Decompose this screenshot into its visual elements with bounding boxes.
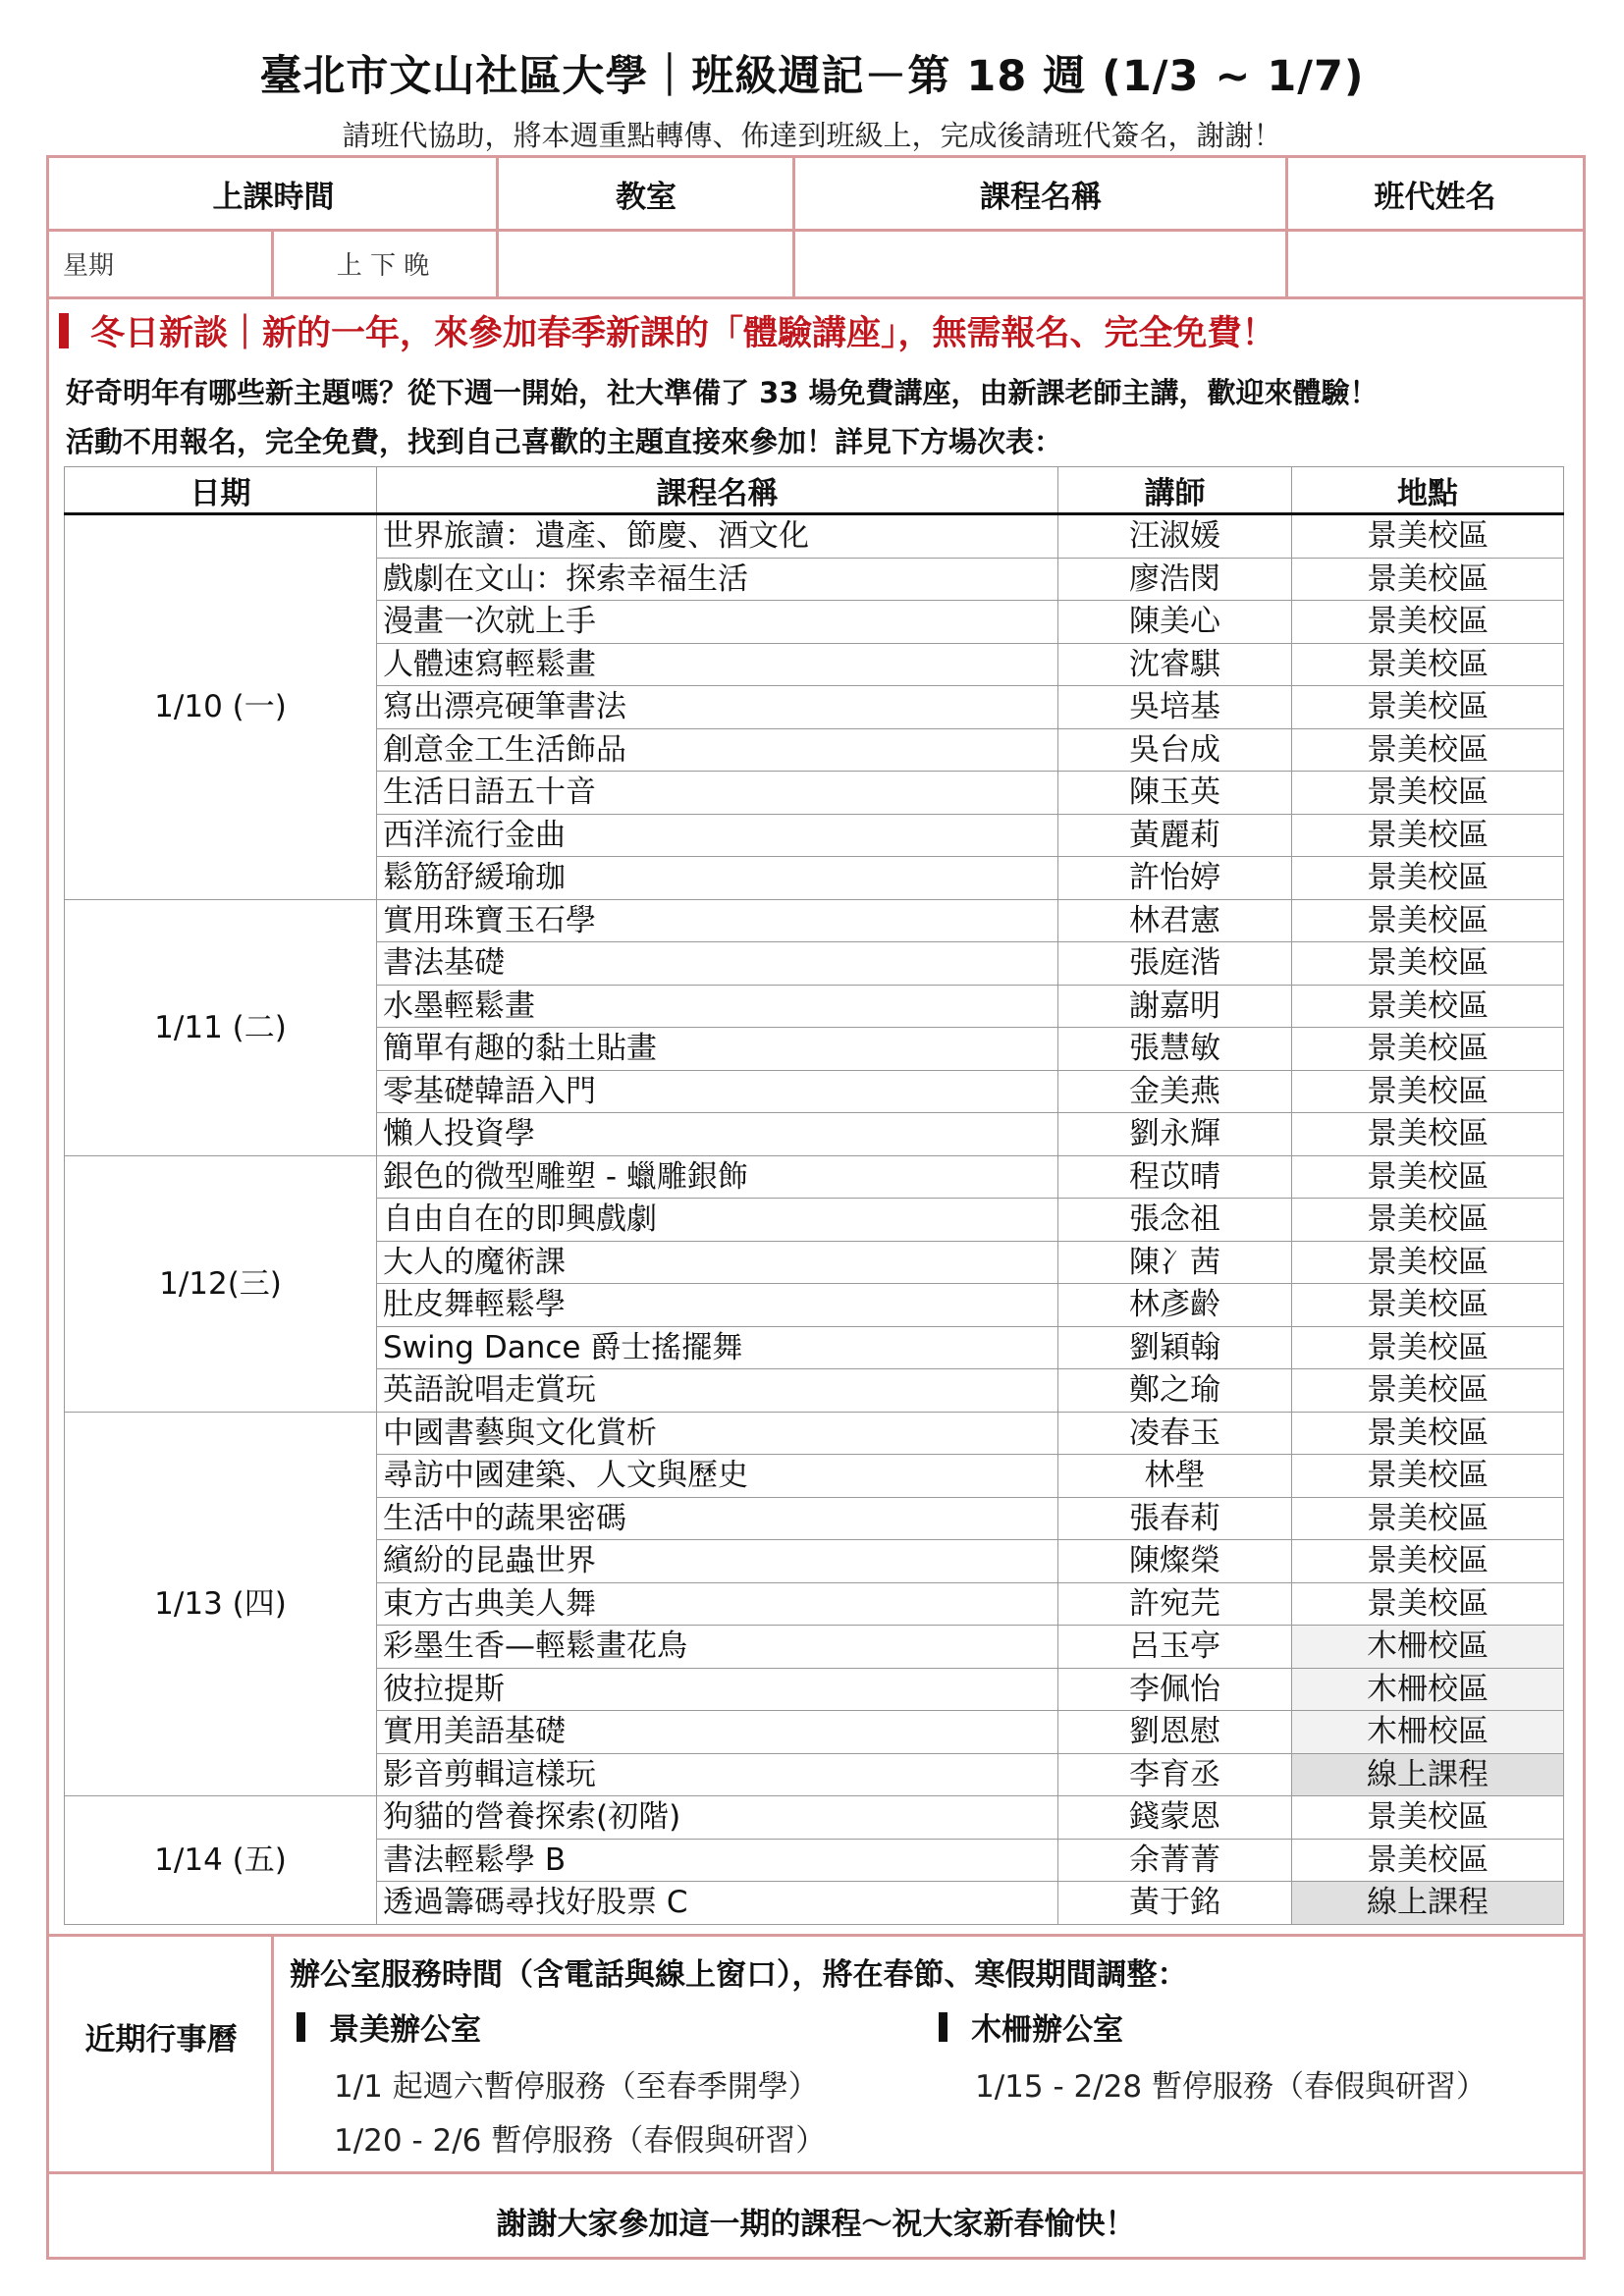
teacher-cell: 林彥齡: [1058, 1284, 1292, 1327]
course-cell: 實用美語基礎: [377, 1711, 1058, 1754]
course-cell: 尋訪中國建築、人文與歷史: [377, 1455, 1058, 1498]
divider: [1285, 155, 1288, 298]
page-subtitle: 請班代協助，將本週重點轉傳、佈達到班級上，完成後請班代簽名，謝謝！: [342, 119, 1282, 152]
location-cell: 景美校區: [1292, 601, 1564, 644]
location-cell: 景美校區: [1292, 1455, 1564, 1498]
course-cell: 簡單有趣的黏土貼畫: [377, 1028, 1058, 1071]
location-cell: 景美校區: [1292, 1028, 1564, 1071]
header-date: 日期: [65, 467, 377, 514]
notice-title: [59, 306, 1276, 355]
location-cell: 景美校區: [1292, 1326, 1564, 1369]
teacher-cell: 凌春玉: [1058, 1412, 1292, 1455]
date-cell: 1/14 (五): [65, 1796, 377, 1925]
location-cell: 景美校區: [1292, 985, 1564, 1028]
location-cell: 景美校區: [1292, 1199, 1564, 1242]
jingmei-office-label: 景美辦公室: [329, 2012, 481, 2048]
jingmei-note-2: 1/20 - 2/6 暫停服務（春假與研習）: [334, 2123, 827, 2159]
course-cell: 生活日語五十音: [377, 772, 1058, 815]
location-cell: 木柵校區: [1292, 1668, 1564, 1711]
location-cell: 景美校區: [1292, 1369, 1564, 1413]
teacher-cell: 沈睿騏: [1058, 643, 1292, 686]
teacher-cell: 黃于銘: [1058, 1882, 1292, 1925]
teacher-cell: 陳燦榮: [1058, 1540, 1292, 1583]
table-row: [65, 514, 1564, 559]
notice-line-1: 好奇明年有哪些新主題嗎？從下週一開始，社大準備了 33 場免費講座，由新課老師主講，歡迎來體驗！: [66, 376, 1379, 409]
teacher-cell: 許怡婷: [1058, 857, 1292, 900]
location-cell: 景美校區: [1292, 1284, 1564, 1327]
col-rep-header: 班代姓名: [1374, 180, 1496, 215]
course-cell: Swing Dance 爵士搖擺舞: [377, 1326, 1058, 1369]
teacher-cell: 吳培基: [1058, 686, 1292, 729]
course-cell: 寫出漂亮硬筆書法: [377, 686, 1058, 729]
jingmei-office-heading: [297, 2004, 481, 2049]
date-cell: 1/11 (二): [65, 899, 377, 1155]
location-cell: 景美校區: [1292, 1070, 1564, 1113]
course-cell: 人體速寫輕鬆畫: [377, 643, 1058, 686]
course-cell: 彼拉提斯: [377, 1668, 1058, 1711]
course-cell: 銀色的微型雕塑 - 蠟雕銀飾: [377, 1155, 1058, 1199]
course-cell: 書法輕鬆學 B: [377, 1839, 1058, 1882]
course-cell: 肚皮舞輕鬆學: [377, 1284, 1058, 1327]
course-cell: 東方古典美人舞: [377, 1582, 1058, 1626]
bullet-bar: [939, 2012, 947, 2042]
location-cell: 景美校區: [1292, 728, 1564, 772]
course-cell: 繽紛的昆蟲世界: [377, 1540, 1058, 1583]
teacher-cell: 張庭湝: [1058, 942, 1292, 986]
teacher-cell: 劉恩慰: [1058, 1711, 1292, 1754]
divider: [496, 155, 499, 298]
header-course: 課程名稱: [377, 467, 1058, 514]
schedule-header-row: [65, 467, 1564, 514]
mucha-office-heading: [939, 2004, 1123, 2049]
teacher-cell: 張念祖: [1058, 1199, 1292, 1242]
course-cell: 大人的魔術課: [377, 1241, 1058, 1284]
course-cell: 實用珠寶玉石學: [377, 899, 1058, 942]
col-course-header: 課程名稱: [980, 180, 1102, 215]
divider: [46, 229, 1586, 232]
mucha-note-1: 1/15 - 2/28 暫停服務（春假與研習）: [975, 2069, 1487, 2105]
table-row: [65, 1155, 1564, 1199]
location-cell: 景美校區: [1292, 1497, 1564, 1540]
course-cell: 生活中的蔬果密碼: [377, 1497, 1058, 1540]
recent-calendar-label: 近期行事曆: [84, 2022, 238, 2057]
teacher-cell: 張春莉: [1058, 1497, 1292, 1540]
location-cell: 景美校區: [1292, 1155, 1564, 1199]
course-cell: 鬆筋舒緩瑜珈: [377, 857, 1058, 900]
teacher-cell: 林壆: [1058, 1455, 1292, 1498]
col-time-header: 上課時間: [212, 180, 335, 215]
bullet-bar: [59, 313, 69, 348]
location-cell: 景美校區: [1292, 558, 1564, 601]
teacher-cell: 陳玉英: [1058, 772, 1292, 815]
location-cell: 景美校區: [1292, 942, 1564, 986]
teacher-cell: 鄭之瑜: [1058, 1369, 1292, 1413]
location-cell: 景美校區: [1292, 1540, 1564, 1583]
course-cell: 零基礎韓語入門: [377, 1070, 1058, 1113]
teacher-cell: 李佩怡: [1058, 1668, 1292, 1711]
course-cell: 透過籌碼尋找好股票 C: [377, 1882, 1058, 1925]
course-cell: 水墨輕鬆畫: [377, 985, 1058, 1028]
page-title: 臺北市文山社區大學｜班級週記－第 18 週 (1/3 ~ 1/7): [259, 52, 1365, 101]
weekday-field-label: 星期: [62, 250, 114, 281]
col-room-header: 教室: [616, 180, 677, 215]
teacher-cell: 汪淑媛: [1058, 514, 1292, 559]
course-cell: 書法基礎: [377, 942, 1058, 986]
header-teacher: 講師: [1058, 467, 1292, 514]
mucha-office-label: 木柵辦公室: [971, 2012, 1123, 2048]
teacher-cell: 呂玉亭: [1058, 1626, 1292, 1669]
teacher-cell: 李育丞: [1058, 1753, 1292, 1796]
location-cell: 景美校區: [1292, 686, 1564, 729]
location-cell: 木柵校區: [1292, 1711, 1564, 1754]
location-cell: 線上課程: [1292, 1753, 1564, 1796]
table-row: [65, 1796, 1564, 1840]
notice-title-text: 冬日新談｜新的一年，來參加春季新課的「體驗講座」，無需報名、完全免費！: [90, 314, 1276, 353]
divider: [46, 2171, 1586, 2174]
teacher-cell: 劉穎翰: [1058, 1326, 1292, 1369]
location-cell: 景美校區: [1292, 1113, 1564, 1156]
jingmei-note-1: 1/1 起週六暫停服務（至春季開學）: [334, 2069, 819, 2105]
location-cell: 景美校區: [1292, 1241, 1564, 1284]
location-cell: 線上課程: [1292, 1882, 1564, 1925]
divider: [46, 1934, 1586, 1937]
location-cell: 景美校區: [1292, 1582, 1564, 1626]
course-cell: 彩墨生香—輕鬆畫花鳥: [377, 1626, 1058, 1669]
schedule-table: [64, 466, 1564, 1925]
teacher-cell: 陳美心: [1058, 601, 1292, 644]
date-cell: 1/13 (四): [65, 1412, 377, 1796]
course-cell: 戲劇在文山：探索幸福生活: [377, 558, 1058, 601]
course-cell: 漫畫一次就上手: [377, 601, 1058, 644]
teacher-cell: 謝嘉明: [1058, 985, 1292, 1028]
divider: [792, 155, 795, 298]
schedule-body: [65, 514, 1564, 1925]
teacher-cell: 陳冫茜: [1058, 1241, 1292, 1284]
course-cell: 懶人投資學: [377, 1113, 1058, 1156]
date-cell: 1/10 (一): [65, 514, 377, 900]
teacher-cell: 廖浩閔: [1058, 558, 1292, 601]
teacher-cell: 金美燕: [1058, 1070, 1292, 1113]
location-cell: 景美校區: [1292, 1412, 1564, 1455]
teacher-cell: 張慧敏: [1058, 1028, 1292, 1071]
location-cell: 景美校區: [1292, 643, 1564, 686]
teacher-cell: 余菁菁: [1058, 1839, 1292, 1882]
location-cell: 木柵校區: [1292, 1626, 1564, 1669]
notice-line-2: 活動不用報名，完全免費，找到自己喜歡的主題直接來參加！詳見下方場次表：: [66, 425, 1063, 458]
location-cell: 景美校區: [1292, 772, 1564, 815]
location-cell: 景美校區: [1292, 1839, 1564, 1882]
course-cell: 中國書藝與文化賞析: [377, 1412, 1058, 1455]
period-field-label: 上 下 晚: [336, 250, 430, 281]
location-cell: 景美校區: [1292, 857, 1564, 900]
teacher-cell: 黃麗莉: [1058, 814, 1292, 857]
bullet-bar: [297, 2012, 305, 2042]
course-cell: 世界旅讀：遺產、節慶、酒文化: [377, 514, 1058, 559]
course-cell: 創意金工生活飾品: [377, 728, 1058, 772]
course-cell: 自由自在的即興戲劇: [377, 1199, 1058, 1242]
teacher-cell: 程苡晴: [1058, 1155, 1292, 1199]
table-row: [65, 899, 1564, 942]
location-cell: 景美校區: [1292, 1796, 1564, 1840]
course-cell: 英語說唱走賞玩: [377, 1369, 1058, 1413]
divider: [271, 230, 274, 298]
teacher-cell: 許宛芫: [1058, 1582, 1292, 1626]
location-cell: 景美校區: [1292, 814, 1564, 857]
date-cell: 1/12(三): [65, 1155, 377, 1412]
teacher-cell: 錢蒙恩: [1058, 1796, 1292, 1840]
office-hours-title: 辦公室服務時間（含電話與線上窗口），將在春節、寒假期間調整：: [290, 1957, 1188, 1993]
course-cell: 狗貓的營養探索(初階): [377, 1796, 1058, 1840]
course-cell: 影音剪輯這樣玩: [377, 1753, 1058, 1796]
footer-message: 謝謝大家參加這一期的課程～祝大家新春愉快！: [496, 2207, 1136, 2242]
teacher-cell: 林君憲: [1058, 899, 1292, 942]
teacher-cell: 吳台成: [1058, 728, 1292, 772]
location-cell: 景美校區: [1292, 899, 1564, 942]
teacher-cell: 劉永輝: [1058, 1113, 1292, 1156]
table-row: [65, 1412, 1564, 1455]
header-location: 地點: [1292, 467, 1564, 514]
course-cell: 西洋流行金曲: [377, 814, 1058, 857]
divider: [46, 296, 1586, 299]
location-cell: 景美校區: [1292, 514, 1564, 559]
